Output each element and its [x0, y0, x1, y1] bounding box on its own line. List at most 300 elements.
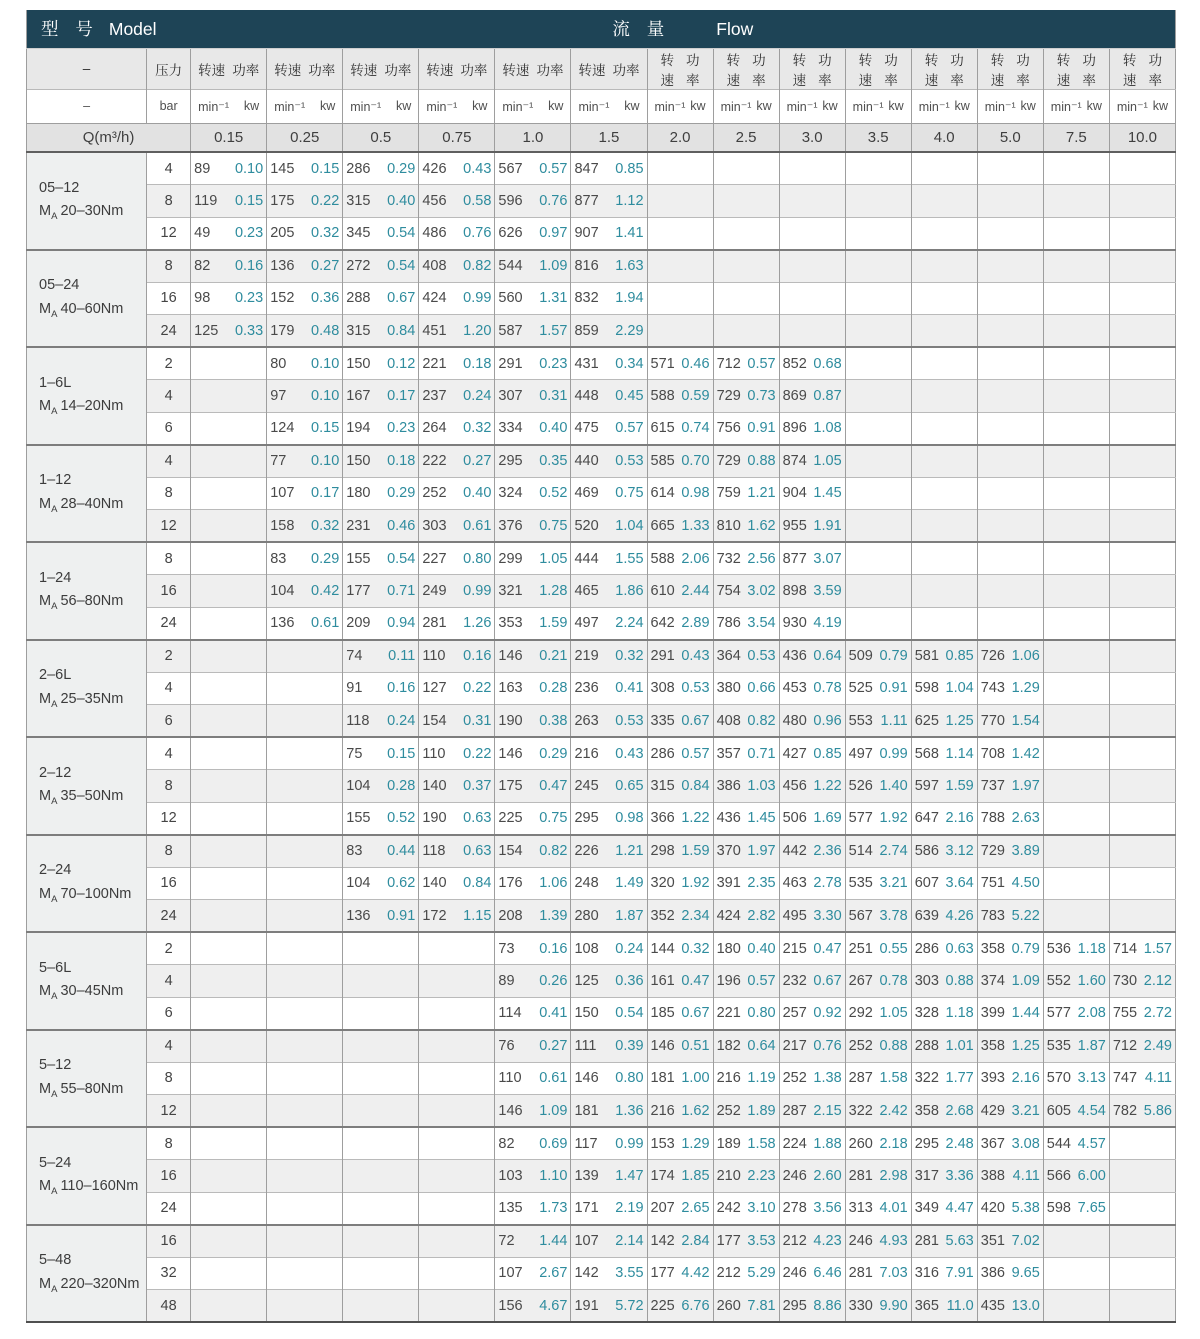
data-cell: [911, 835, 977, 868]
data-cell: [845, 737, 911, 770]
speed-value: 215: [782, 940, 807, 957]
data-cell: [647, 705, 713, 738]
speed-power-values: [495, 453, 570, 469]
speed-power-values: [714, 843, 779, 859]
speed-value: 49: [194, 225, 211, 241]
power-value: 0.82: [463, 258, 492, 274]
flow-value-cell: 2.5: [713, 123, 779, 152]
speed-value: 352: [650, 907, 675, 924]
unit-wrap: [575, 99, 642, 114]
power-value: 0.47: [813, 940, 842, 957]
pressure-cell: 12: [147, 802, 191, 835]
data-cell: [779, 997, 845, 1030]
data-cell: [571, 347, 647, 380]
unit-header-cell: [191, 89, 267, 123]
speed-value: 154: [422, 712, 447, 729]
power-value: 1.25: [1011, 1038, 1040, 1054]
speed-power-values: [780, 648, 845, 664]
speed-label: 转速: [858, 52, 873, 88]
speed-label: 转速: [350, 62, 378, 78]
speed-power-values: [495, 615, 570, 631]
model-name: 5–24: [39, 1154, 72, 1171]
data-cell: [495, 1062, 571, 1095]
model-name: 1–24: [39, 569, 72, 586]
speed-power-values: [912, 1005, 977, 1021]
speed-power-values: [978, 1265, 1043, 1281]
data-cell: [267, 932, 343, 965]
speed-label: 转速: [198, 62, 226, 78]
speed-power-values: [978, 1038, 1043, 1054]
speed-power-values: [495, 551, 570, 567]
data-cell: [713, 510, 779, 543]
data-cell: [191, 445, 267, 478]
data-cell: [571, 1257, 647, 1290]
data-cell: [191, 1257, 267, 1290]
speed-power-values: [267, 323, 342, 339]
speed-power-values: [419, 778, 494, 794]
power-value: 0.79: [879, 648, 908, 664]
speed-power-values: [191, 258, 266, 274]
power-value: 0.15: [387, 745, 416, 762]
data-cell: [911, 152, 977, 185]
speed-label: 转速: [990, 52, 1005, 88]
model-cell: [27, 542, 147, 640]
data-cell: [1043, 542, 1109, 575]
speed-power-values: [912, 1200, 977, 1216]
speed-value: 252: [716, 1102, 741, 1119]
speed-power-values: [495, 1136, 570, 1152]
unit-header-cell: [911, 89, 977, 123]
flow-value-cell: 1.0: [495, 123, 571, 152]
data-cell: [1109, 152, 1175, 185]
data-cell: [495, 607, 571, 640]
flow-value-cell: 5.0: [977, 123, 1043, 152]
speed-power-wrap: [1114, 49, 1171, 89]
speed-power-values: [495, 161, 570, 177]
speed-power-values: [648, 875, 713, 891]
torque-subscript: A: [51, 503, 58, 515]
speed-value: 287: [782, 1102, 807, 1119]
data-cell: [911, 997, 977, 1030]
power-value: 0.75: [615, 485, 644, 502]
data-cell: [267, 250, 343, 283]
power-value: 1.62: [681, 1102, 710, 1119]
speed-value: 810: [716, 517, 741, 534]
speed-value: 146: [650, 1038, 675, 1054]
data-cell: [191, 412, 267, 445]
speed-power-values: [714, 615, 779, 631]
data-cell: [713, 1127, 779, 1160]
speed-power-values: [714, 941, 779, 957]
power-value: 9.90: [879, 1297, 908, 1314]
speed-power-values: [780, 485, 845, 501]
speed-power-wrap: [982, 49, 1039, 89]
torque-symbol: M: [39, 690, 52, 707]
speed-value: 174: [650, 1167, 675, 1184]
speed-power-values: [846, 1038, 911, 1054]
unit-wrap: [271, 99, 338, 114]
speed-power-values: [846, 908, 911, 924]
speed-power-values: [267, 420, 342, 436]
power-value: 0.40: [387, 192, 416, 209]
data-cell: [977, 997, 1043, 1030]
speed-power-values: [648, 746, 713, 762]
power-value: 0.10: [311, 453, 340, 469]
speed-power-values: [714, 1005, 779, 1021]
power-value: 0.28: [539, 680, 568, 697]
power-value: 1.63: [615, 258, 644, 274]
speed-value: 755: [1112, 1005, 1138, 1021]
speed-power-values: [648, 648, 713, 664]
table-row: [27, 997, 1176, 1030]
power-value: 7.65: [1077, 1200, 1106, 1216]
power-value: 0.32: [311, 517, 340, 534]
torque-value: 20–30Nm: [60, 203, 124, 220]
unit-wrap: [195, 99, 262, 114]
power-value: 3.59: [813, 582, 842, 599]
power-value: 0.57: [615, 420, 644, 436]
power-value: 7.91: [945, 1265, 974, 1282]
speed-value: 852: [782, 355, 807, 372]
data-cell: [647, 152, 713, 185]
speed-power-values: [343, 746, 418, 762]
power-value: 0.76: [539, 192, 568, 209]
power-value: 0.64: [813, 648, 842, 664]
speed-power-values: [267, 258, 342, 274]
power-value: 0.84: [681, 777, 710, 794]
speed-value: 626: [498, 225, 523, 241]
speed-power-values: [1044, 941, 1109, 957]
data-cell: [571, 1030, 647, 1063]
speed-power-values: [648, 1070, 713, 1086]
pressure-cell: 8: [147, 770, 191, 803]
data-cell: [267, 900, 343, 933]
speed-power-values: [571, 713, 646, 729]
speed-power-values: [714, 973, 779, 989]
power-value: 0.23: [387, 420, 416, 436]
data-cell: [571, 542, 647, 575]
power-value: 1.77: [945, 1070, 974, 1087]
pressure-cell: 8: [147, 477, 191, 510]
data-cell: [779, 542, 845, 575]
speed-value: 118: [346, 712, 370, 729]
speed-power-values: [571, 1233, 646, 1249]
power-value: 1.11: [880, 712, 908, 729]
power-value: 0.12: [387, 355, 416, 372]
speed-power-values: [978, 1136, 1043, 1152]
speed-power-values: [1110, 1038, 1175, 1054]
data-cell: [1109, 640, 1175, 673]
data-cell: [495, 185, 571, 218]
speed-value: 155: [346, 810, 371, 826]
speed-value: 111: [574, 1038, 597, 1054]
power-value: 0.76: [813, 1038, 842, 1054]
speed-value: 252: [422, 485, 447, 502]
speed-value: 236: [574, 680, 599, 697]
speed-power-values: [846, 1005, 911, 1021]
speed-value: 216: [650, 1102, 675, 1119]
torque-symbol: M: [39, 203, 52, 220]
data-cell: [571, 217, 647, 250]
speed-power-values: [343, 290, 418, 306]
speed-power-values: [419, 875, 494, 891]
speed-power-values: [571, 193, 646, 209]
speed-value: 207: [650, 1200, 675, 1216]
unit-header-cell: [1109, 89, 1175, 123]
speed-power-values: [571, 1070, 646, 1086]
speed-power-values: [780, 388, 845, 404]
power-value: 0.70: [681, 453, 710, 469]
speed-value: 146: [498, 745, 523, 762]
speed-power-values: [714, 746, 779, 762]
speed-value: 210: [716, 1167, 741, 1184]
speed-power-values: [648, 680, 713, 696]
speed-power-values: [571, 485, 646, 501]
data-cell: [779, 802, 845, 835]
power-value: 1.22: [813, 777, 842, 794]
data-cell: [571, 1160, 647, 1193]
speed-value: 334: [498, 420, 523, 436]
speed-value: 303: [914, 972, 939, 989]
power-value: 0.41: [615, 680, 644, 697]
speed-power-values: [1110, 1103, 1175, 1119]
data-cell: [343, 315, 419, 348]
data-cell: [571, 997, 647, 1030]
speed-value: 743: [980, 680, 1005, 697]
speed-power-wrap: [195, 59, 262, 79]
data-cell: [191, 1290, 267, 1323]
speed-power-values: [267, 485, 342, 501]
speed-power-values: [780, 583, 845, 599]
power-value: 1.59: [539, 615, 568, 631]
data-cell: [191, 607, 267, 640]
speed-power-values: [571, 258, 646, 274]
speed-value: 816: [574, 258, 599, 274]
data-cell: [911, 315, 977, 348]
model-name: 05–24: [39, 277, 80, 293]
speed-power-values: [780, 1038, 845, 1054]
speed-power-values: [571, 1005, 646, 1021]
power-value: 1.04: [945, 680, 974, 697]
data-cell: [1109, 412, 1175, 445]
power-value: 1.19: [747, 1070, 776, 1087]
speed-unit-label: min⁻¹: [1116, 99, 1148, 114]
speed-value: 190: [422, 810, 447, 826]
power-value: 1.01: [945, 1038, 974, 1054]
power-value: 1.14: [945, 745, 974, 762]
data-cell: [419, 932, 495, 965]
power-value: 2.65: [681, 1200, 710, 1216]
speed-power-values: [571, 323, 646, 339]
data-cell: [977, 1290, 1043, 1323]
speed-unit-label: min⁻¹: [198, 99, 230, 114]
data-cell: [911, 672, 977, 705]
power-value: 3.78: [879, 907, 908, 924]
data-cell: [419, 607, 495, 640]
speed-label: 转速: [426, 62, 454, 78]
speed-power-values: [648, 810, 713, 826]
speed-value: 260: [848, 1135, 873, 1152]
data-cell: [713, 900, 779, 933]
unit-header-cell: [845, 89, 911, 123]
data-cell: [911, 510, 977, 543]
table-header: [27, 10, 1176, 152]
speed-power-values: [343, 583, 418, 599]
data-cell: [267, 575, 343, 608]
power-value: 0.57: [539, 160, 568, 177]
speed-value: 179: [270, 322, 295, 339]
data-cell: [911, 900, 977, 933]
speed-power-values: [714, 420, 779, 436]
speed-unit-label: min⁻¹: [426, 99, 458, 114]
model-name: 1–12: [39, 472, 72, 488]
data-cell: [571, 835, 647, 868]
data-cell: [1109, 510, 1175, 543]
speed-value: 370: [716, 843, 741, 859]
data-cell: [779, 380, 845, 413]
speed-power-values: [419, 908, 494, 924]
speed-value: 219: [574, 648, 599, 664]
speed-value: 647: [914, 810, 939, 826]
data-cell: [845, 477, 911, 510]
unit-header-cell: [779, 89, 845, 123]
data-cell: [495, 477, 571, 510]
speed-value: 598: [914, 680, 939, 697]
data-cell: [419, 1290, 495, 1323]
power-value: 0.22: [311, 192, 340, 209]
speed-value: 167: [346, 387, 371, 404]
speed-power-values: [648, 1038, 713, 1054]
speed-value: 189: [716, 1135, 741, 1152]
speed-value: 509: [848, 648, 873, 664]
power-value: 1.21: [747, 485, 776, 502]
data-cell: [977, 1127, 1043, 1160]
speed-power-values: [267, 551, 342, 567]
data-cell: [779, 1225, 845, 1258]
data-cell: [845, 997, 911, 1030]
speed-value: 153: [650, 1135, 675, 1152]
data-cell: [713, 1062, 779, 1095]
data-cell: [1109, 1030, 1175, 1063]
data-cell: [343, 412, 419, 445]
power-value: 0.52: [539, 485, 568, 502]
speed-power-values: [912, 713, 977, 729]
speed-power-values: [343, 323, 418, 339]
model-cell: [27, 1030, 147, 1128]
data-cell: [713, 347, 779, 380]
power-value: 2.29: [615, 322, 644, 339]
power-value: 1.40: [879, 777, 908, 794]
power-value: 3.13: [1077, 1070, 1106, 1087]
speed-power-values: [648, 908, 713, 924]
speed-power-values: [648, 356, 713, 372]
power-value: 0.85: [945, 648, 974, 664]
data-cell: [191, 867, 267, 900]
power-value: 0.16: [234, 258, 264, 274]
data-cell: [267, 672, 343, 705]
speed-power-values: [846, 1136, 911, 1152]
data-cell: [1043, 1062, 1109, 1095]
speed-power-values: [571, 908, 646, 924]
speed-power-values: [267, 583, 342, 599]
data-cell: [845, 802, 911, 835]
speed-power-values: [571, 1038, 646, 1054]
speed-power-values: [648, 388, 713, 404]
data-cell: [267, 1160, 343, 1193]
data-cell: [419, 412, 495, 445]
torque-subscript: A: [51, 601, 58, 613]
data-cell: [911, 607, 977, 640]
power-value: 1.15: [463, 907, 492, 924]
data-cell: [1109, 1290, 1175, 1323]
power-value: 0.44: [387, 843, 416, 859]
data-cell: [343, 347, 419, 380]
speed-power-values: [343, 356, 418, 372]
torque-line: [39, 883, 146, 908]
unit-header-cell: [713, 89, 779, 123]
speed-value: 596: [498, 192, 523, 209]
data-cell: [419, 900, 495, 933]
data-cell: [495, 445, 571, 478]
speed-value: 614: [650, 485, 675, 502]
speed-value: 248: [574, 875, 599, 892]
data-cell: [1109, 770, 1175, 803]
data-cell: [845, 542, 911, 575]
speed-power-values: [191, 161, 266, 177]
data-cell: [713, 477, 779, 510]
power-value: 3.36: [945, 1167, 974, 1184]
data-cell: [571, 380, 647, 413]
speed-power-values: [1110, 973, 1175, 989]
data-cell: [911, 867, 977, 900]
speed-power-values: [419, 843, 494, 859]
power-value: 0.36: [311, 290, 340, 307]
data-cell: [343, 607, 419, 640]
speed-power-values: [495, 648, 570, 664]
data-cell: [977, 347, 1043, 380]
speed-value: 520: [574, 517, 599, 534]
speed-value: 217: [782, 1038, 807, 1054]
data-cell: [977, 1095, 1043, 1128]
table-row: [27, 607, 1176, 640]
speed-unit-label: min⁻¹: [654, 99, 686, 114]
power-value: 3.07: [813, 550, 842, 567]
table-row: [27, 315, 1176, 348]
power-value: 4.93: [879, 1233, 908, 1249]
power-value: 1.49: [615, 875, 644, 892]
power-value: 0.52: [387, 810, 416, 826]
power-value: 1.09: [539, 1102, 568, 1119]
power-value: 1.44: [539, 1233, 568, 1249]
data-cell: [911, 1030, 977, 1063]
data-cell: [713, 1160, 779, 1193]
power-unit-label: kw: [954, 99, 970, 113]
unit-header-cell: [571, 89, 647, 123]
speed-value: 171: [574, 1200, 599, 1216]
power-value: 3.54: [747, 615, 776, 631]
speed-value: 328: [914, 1005, 939, 1021]
speed-power-header-cell: [1043, 48, 1109, 89]
power-value: 0.11: [388, 648, 416, 664]
speed-power-values: [495, 1265, 570, 1281]
data-cell: [571, 1225, 647, 1258]
power-value: 0.43: [681, 648, 710, 664]
torque-line: [39, 1078, 146, 1103]
speed-power-values: [571, 875, 646, 891]
speed-value: 89: [498, 972, 515, 989]
data-cell: [191, 380, 267, 413]
table-row: [27, 1257, 1176, 1290]
